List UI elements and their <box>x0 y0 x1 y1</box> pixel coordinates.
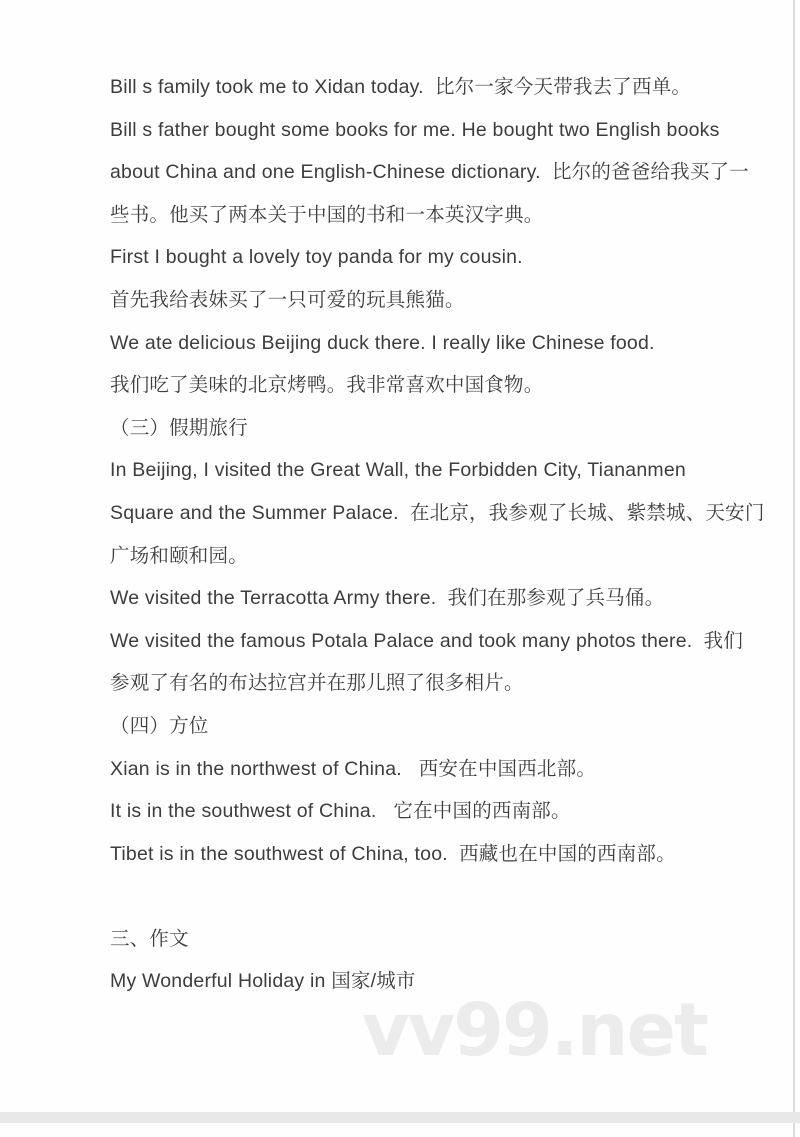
text-line: First I bought a lovely toy panda for my cousin. <box>110 246 523 269</box>
text-line: Bill s father bought some books for me. He bought two English books <box>110 118 720 141</box>
watermark: vv99.net <box>362 988 707 1073</box>
text-line: Tibet is in the southwest of China, too. 西藏也在中国的西南部。 <box>110 842 676 865</box>
text-line: It is in the southwest of China. 它在中国的西南部。 <box>110 800 571 823</box>
section-heading: 三、作文 <box>110 927 189 950</box>
section-heading: （三）假期旅行 <box>110 416 248 439</box>
text-line: My Wonderful Holiday in 国家/城市 <box>110 970 416 993</box>
text-line: We visited the famous Potala Palace and took many photos there. 我们 <box>110 629 744 652</box>
page-bottom-edge-band <box>0 1112 800 1123</box>
text-line: about China and one English-Chinese dictionary. 比尔的爸爸给我买了一 <box>110 161 749 184</box>
page-right-edge-line <box>793 0 795 1137</box>
text-line: 首先我给表妹买了一只可爱的玩具熊猫。 <box>110 288 465 311</box>
text-line: Xian is in the northwest of China. 西安在中国西北部。 <box>110 757 597 780</box>
text-line: 广场和颐和园。 <box>110 544 248 567</box>
text-line: 我们吃了美味的北京烤鸭。我非常喜欢中国食物。 <box>110 374 544 397</box>
document-body <box>110 66 765 1003</box>
section-heading: （四）方位 <box>110 714 209 737</box>
text-line: 参观了有名的布达拉宫并在那儿照了很多相片。 <box>110 672 524 695</box>
text-line: We visited the Terracotta Army there. 我们在那参观了兵马俑。 <box>110 587 665 610</box>
text-line: 些书。他买了两本关于中国的书和一本英汉字典。 <box>110 203 544 226</box>
blank-line <box>110 875 750 918</box>
text-line: Square and the Summer Palace. 在北京，我参观了长城、紫禁城、天安门 <box>110 501 765 524</box>
text-line: Bill s family took me to Xidan today. 比尔一家今天带我去了西单。 <box>110 76 692 98</box>
text-line: In Beijing, I visited the Great Wall, the Forbidden City, Tiananmen <box>110 459 686 482</box>
text-line: We ate delicious Beijing duck there. I really like Chinese food. <box>110 331 655 354</box>
